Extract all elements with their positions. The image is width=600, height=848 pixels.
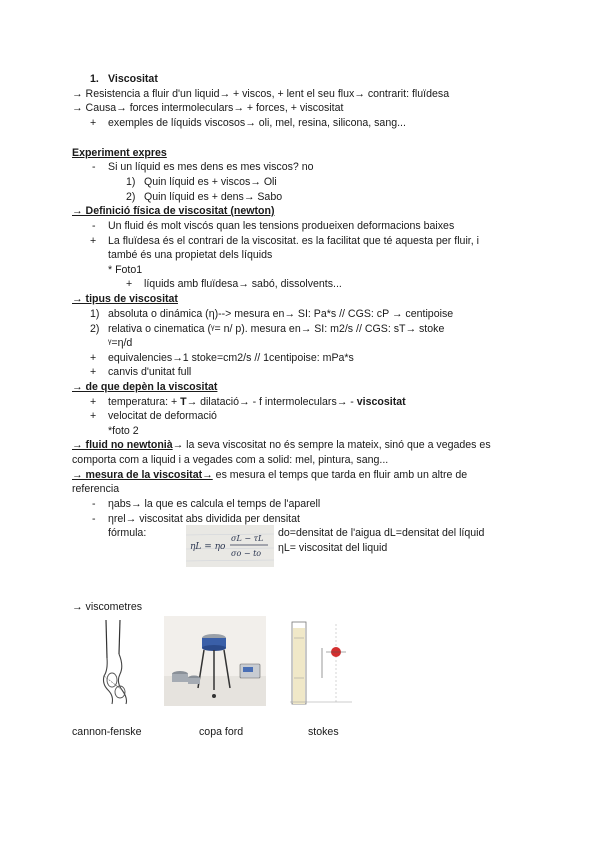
- bullet-mark: +: [90, 396, 97, 408]
- formula-numerator: σL − τL: [231, 534, 264, 543]
- list-number: 1): [126, 176, 136, 188]
- list-number: 2): [90, 323, 100, 335]
- tipus-equivalencies: equivalencies→1 stoke=cm2/s // 1centipoise: mPa*s: [108, 352, 354, 364]
- bullet-mark: +: [90, 235, 97, 247]
- fluid-line-2: comporta com a liquid i a vegades com a solid: mel, pintura, sang...: [72, 454, 389, 466]
- foto-note: * Foto1: [108, 264, 143, 276]
- heading-title: Viscositat: [108, 73, 158, 85]
- definicio-line-3: també és una propietat dels líquids: [108, 249, 273, 261]
- dash-mark: -: [92, 498, 96, 510]
- formula-note-2: ηL= viscositat del liquid: [278, 542, 388, 554]
- mesura-abs: ηabs→ la que es calcula el temps de l'aparell: [108, 498, 321, 510]
- bullet-mark: +: [90, 366, 97, 378]
- mesura-title: → mesura de la viscositat→: [72, 469, 213, 481]
- formula-drawing: [186, 525, 274, 567]
- tipus-title: → tipus de viscositat: [72, 293, 178, 305]
- copa-ford-drawing: [164, 616, 266, 706]
- formula-denominator: σo − to: [231, 549, 262, 558]
- list-number: 1): [90, 308, 100, 320]
- list-item: Quin líquid es + viscos→ Oli: [144, 176, 277, 188]
- temp-bold: viscositat: [356, 396, 406, 408]
- formula-note-1: do=densitat de l'aigua dL=densitat del líquid: [278, 527, 485, 539]
- temp-symbol: T: [180, 396, 187, 408]
- list-item: Quin líquid es + dens→ Sabo: [144, 191, 283, 203]
- mesura-rest: es mesura el temps que tarda en fluir amb un altre de: [212, 469, 468, 481]
- mesura-rel: ηrel→ viscositat abs dividida per densitat: [108, 513, 300, 525]
- depen-temperatura: [108, 396, 406, 409]
- copa-ford-image: [164, 616, 266, 706]
- depen-velocitat: velocitat de deformació: [108, 410, 217, 422]
- depen-title: → de que depèn la viscositat: [72, 381, 218, 393]
- definicio-title: → Definició física de viscositat (newton): [72, 205, 275, 217]
- bullet-mark: +: [90, 410, 97, 422]
- cannon-fenske-drawing: [98, 618, 138, 706]
- dash-mark: -: [92, 220, 96, 232]
- fluid-line-1: [72, 439, 491, 452]
- formula-image: [186, 525, 274, 567]
- heading-number: 1.: [90, 73, 99, 85]
- stokes-drawing: [286, 618, 356, 706]
- dash-mark: -: [92, 161, 96, 173]
- formula-eta: ηL = ηo: [190, 542, 226, 552]
- foto-note: *foto 2: [108, 425, 139, 437]
- definicio-sub: líquids amb fluïdesa→ sabó, dissolvents...: [144, 278, 342, 290]
- experiment-title: Experiment expres: [72, 147, 167, 159]
- bullet-mark: +: [90, 352, 97, 364]
- stokes-image: [286, 618, 356, 706]
- list-item: absoluta o dinámica (η)--> mesura en→ SI: Pa*s // CGS: cP → centipoise: [108, 308, 454, 320]
- definicio-line-2: La fluïdesa és el contrari de la viscositat. es la facilitat que té aquesta per fluir, i: [108, 235, 479, 247]
- list-item: relativa o cinematica (ᵞ= n/ p). mesura en→ SI: m2/s // CGS: sT→ stoke: [108, 323, 445, 335]
- label-stokes: stokes: [308, 726, 339, 738]
- bullet-text: exemples de líquids viscosos→ oli, mel, resina, silicona, sang...: [108, 117, 406, 129]
- list-number: 2): [126, 191, 136, 203]
- temp-middle: → dilatació→ - f intermoleculars→ -: [186, 396, 357, 408]
- formula-label: fórmula:: [108, 527, 147, 539]
- experiment-question: Si un líquid es mes dens es mes viscos? no: [108, 161, 314, 173]
- fluid-title: → fluid no newtonià: [72, 439, 173, 451]
- label-cannon-fenske: cannon-fenske: [72, 726, 142, 738]
- cannon-fenske-image: [98, 618, 138, 706]
- tipus-canvis: canvis d'unitat full: [108, 366, 192, 378]
- temp-prefix: temperatura: +: [108, 396, 181, 408]
- bullet-mark: +: [126, 278, 133, 290]
- bullet-mark: +: [90, 117, 97, 129]
- definicio-line-1: Un fluid és molt viscós quan les tensions produeixen deformacions baixes: [108, 220, 455, 232]
- viscometres-title: → viscometres: [72, 601, 143, 613]
- mesura-line-1: [72, 469, 467, 482]
- dash-mark: -: [92, 513, 96, 525]
- intro-line-2: → Causa→ forces intermoleculars→ + forces, + viscositat: [72, 102, 344, 114]
- intro-line-1: → Resistencia a fluir d'un liquid→ + viscos, + lent el seu flux→ contrarit: fluïdesa: [72, 88, 450, 100]
- tipus-continuation: ᵞ=η/d: [108, 337, 133, 349]
- mesura-line-2: referencia: [72, 483, 120, 495]
- label-copa-ford: copa ford: [199, 726, 244, 738]
- fluid-rest: → la seva viscositat no és sempre la mateix, sinó que a vegades es: [172, 439, 491, 451]
